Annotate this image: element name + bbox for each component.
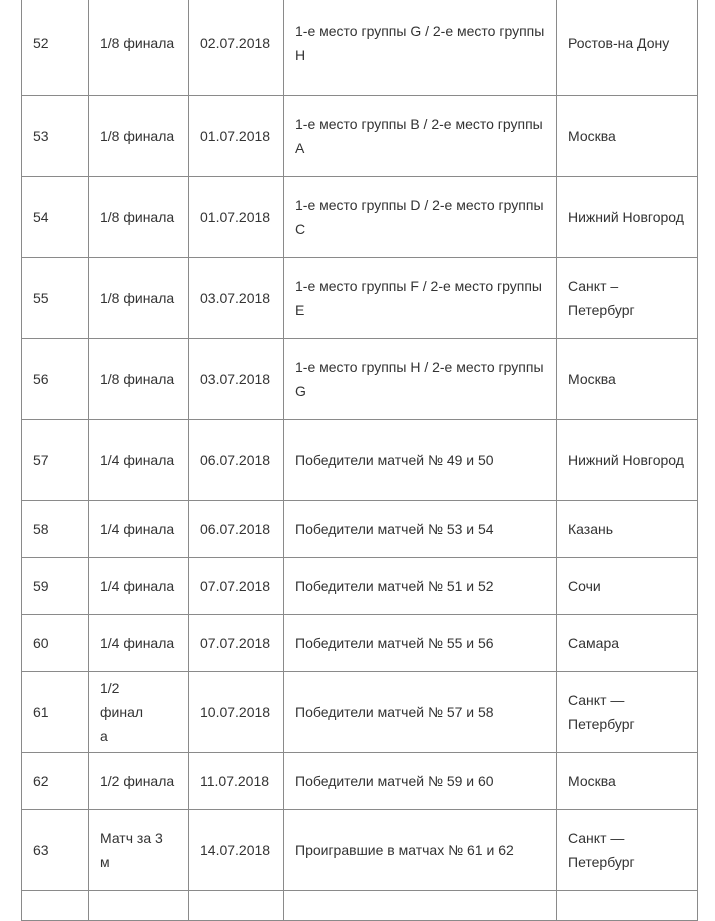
table-row [22, 0, 698, 96]
table-row [22, 672, 698, 753]
teams-cell: Победители матчей № 59 и 60 [284, 753, 557, 810]
match-number-cell: 55 [22, 258, 89, 339]
teams-cell: Победители матчей № 51 и 52 [284, 558, 557, 615]
city-cell: Казань [557, 501, 698, 558]
table-row [22, 810, 698, 891]
table-row [22, 420, 698, 501]
match-number-cell [22, 891, 89, 921]
date-cell: 06.07.2018 [189, 501, 284, 558]
date-cell: 14.07.2018 [189, 810, 284, 891]
match-number-cell: 52 [22, 0, 89, 96]
stage-cell: 1/8 финала [89, 339, 189, 420]
stage-cell: 1/8 финала [89, 258, 189, 339]
stage-cell: 1/4 финала [89, 420, 189, 501]
table-row [22, 891, 698, 921]
table-row [22, 753, 698, 810]
teams-cell: 1-е место группы D / 2-е место группы C [284, 177, 557, 258]
date-cell [189, 891, 284, 921]
match-number-cell: 61 [22, 672, 89, 753]
teams-cell: 1-е место группы F / 2-е место группы E [284, 258, 557, 339]
teams-cell: 1-е место группы G / 2-е место группы H [284, 0, 557, 96]
table-row [22, 615, 698, 672]
date-cell: 03.07.2018 [189, 339, 284, 420]
table-row [22, 177, 698, 258]
city-cell: Нижний Новгород [557, 177, 698, 258]
stage-cell: 1/4 финала [89, 501, 189, 558]
stage-cell: 1/2 финала [89, 672, 189, 753]
stage-cell [89, 891, 189, 921]
table-row [22, 96, 698, 177]
city-cell: Сочи [557, 558, 698, 615]
stage-cell: 1/4 финала [89, 615, 189, 672]
date-cell: 11.07.2018 [189, 753, 284, 810]
teams-cell: Победители матчей № 49 и 50 [284, 420, 557, 501]
match-number-cell: 57 [22, 420, 89, 501]
date-cell: 10.07.2018 [189, 672, 284, 753]
stage-cell: 1/8 финала [89, 96, 189, 177]
stage-cell: Матч за 3 м [89, 810, 189, 891]
city-cell: Москва [557, 339, 698, 420]
date-cell: 07.07.2018 [189, 558, 284, 615]
match-number-cell: 53 [22, 96, 89, 177]
match-number-cell: 54 [22, 177, 89, 258]
teams-cell: Проигравшие в матчах № 61 и 62 [284, 810, 557, 891]
date-cell: 02.07.2018 [189, 0, 284, 96]
teams-cell: 1-е место группы B / 2-е место группы A [284, 96, 557, 177]
teams-cell [284, 891, 557, 921]
city-cell: Санкт — Петербург [557, 810, 698, 891]
date-cell: 07.07.2018 [189, 615, 284, 672]
city-cell [557, 891, 698, 921]
teams-cell: Победители матчей № 53 и 54 [284, 501, 557, 558]
match-number-cell: 56 [22, 339, 89, 420]
city-cell: Санкт — Петербург [557, 672, 698, 753]
stage-cell: 1/4 финала [89, 558, 189, 615]
stage-cell: 1/8 финала [89, 0, 189, 96]
stage-cell: 1/2 финала [89, 753, 189, 810]
match-number-cell: 62 [22, 753, 89, 810]
table-row [22, 558, 698, 615]
date-cell: 06.07.2018 [189, 420, 284, 501]
city-cell: Ростов-на Дону [557, 0, 698, 96]
teams-cell: Победители матчей № 57 и 58 [284, 672, 557, 753]
match-number-cell: 59 [22, 558, 89, 615]
teams-cell: 1-е место группы H / 2-е место группы G [284, 339, 557, 420]
teams-cell: Победители матчей № 55 и 56 [284, 615, 557, 672]
match-number-cell: 60 [22, 615, 89, 672]
table-row [22, 501, 698, 558]
stage-cell: 1/8 финала [89, 177, 189, 258]
city-cell: Самара [557, 615, 698, 672]
city-cell: Москва [557, 96, 698, 177]
date-cell: 03.07.2018 [189, 258, 284, 339]
city-cell: Санкт – Петербург [557, 258, 698, 339]
match-number-cell: 58 [22, 501, 89, 558]
match-schedule-table [21, 0, 698, 921]
table-row [22, 258, 698, 339]
date-cell: 01.07.2018 [189, 96, 284, 177]
match-number-cell: 63 [22, 810, 89, 891]
date-cell: 01.07.2018 [189, 177, 284, 258]
city-cell: Нижний Новгород [557, 420, 698, 501]
table-row [22, 339, 698, 420]
city-cell: Москва [557, 753, 698, 810]
